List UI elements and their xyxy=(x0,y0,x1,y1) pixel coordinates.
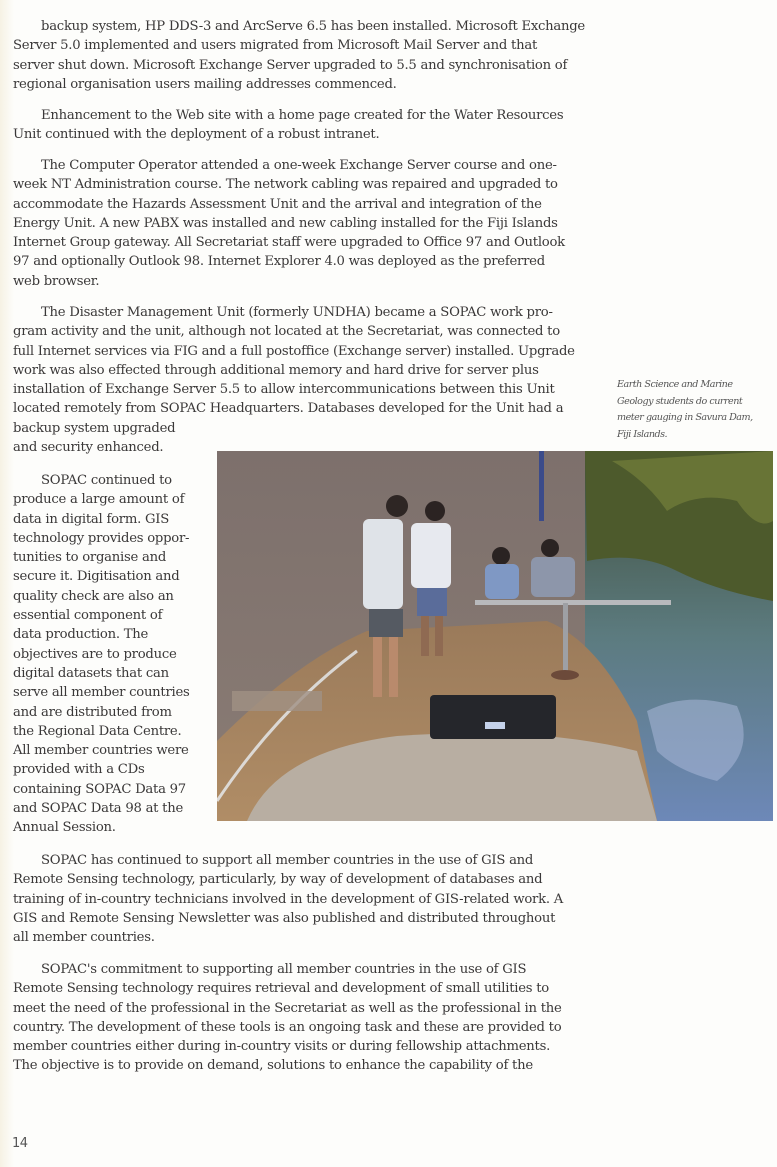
text-line: located remotely from SOPAC Headquarters. Databases developed for the Unit had a xyxy=(13,401,564,417)
text-line: and are distributed from xyxy=(13,704,172,720)
text-line: full Internet services via FIG and a full postoffice (Exchange server) installed. Upgrade xyxy=(13,343,575,359)
text-line: Remote Sensing technology requires retrieval and development of small utilities to xyxy=(13,981,549,997)
text-line: containing SOPAC Data 97 xyxy=(13,781,186,797)
paragraph-disaster-management xyxy=(13,303,575,457)
text-line: server shut down. Microsoft Exchange Server upgraded to 5.5 and synchronisation of xyxy=(13,57,568,73)
paragraph-computer-operator xyxy=(13,156,565,291)
caption-line: meter gauging in Savura Dam, xyxy=(617,412,753,424)
text-line: backup system, HP DDS-3 and ArcServe 6.5 has been installed. Microsoft Exchange xyxy=(41,19,585,34)
paragraph-sopac-commitment xyxy=(13,960,562,1076)
paragraph-backup-system xyxy=(13,17,585,94)
gauging-rod xyxy=(475,600,671,605)
text-line: Enhancement to the Web site with a home page created for the Water Resources xyxy=(41,108,564,123)
text-line: gram activity and the unit, although not located at the Secretariat, was connected to xyxy=(13,324,560,340)
text-line: and SOPAC Data 98 at the xyxy=(13,801,184,817)
text-line: work was also effected through additional memory and hard drive for server plus xyxy=(13,362,539,378)
page-edge-shadow xyxy=(0,0,14,1167)
text-line: country. The development of these tools is an ongoing task and these are provided to xyxy=(13,1019,562,1035)
text-line: installation of Exchange Server 5.5 to allow intercommunications between this Unit xyxy=(13,382,555,398)
text-line: The Disaster Management Unit (formerly UNDHA) became a SOPAC work pro- xyxy=(41,305,553,320)
text-line: objectives are to produce xyxy=(13,646,177,662)
instrument-case xyxy=(430,695,556,739)
photo-illustration xyxy=(217,451,773,821)
text-line: backup system upgraded xyxy=(13,420,176,436)
text-line: data production. The xyxy=(13,627,149,643)
text-line: meet the need of the professional in the Secretariat as well as the professional in the xyxy=(13,1000,562,1016)
text-line: all member countries. xyxy=(13,930,155,946)
photo-caption xyxy=(617,377,753,443)
text-line: week NT Administration course. The network cabling was repaired and upgraded to xyxy=(13,177,558,193)
text-line: serve all member countries xyxy=(13,685,190,701)
text-line: Annual Session. xyxy=(13,820,116,836)
caption-line: Geology students do current xyxy=(617,395,743,407)
text-line: GIS and Remote Sensing Newsletter was also published and distributed throughout xyxy=(13,910,556,926)
text-line: 97 and optionally Outlook 98. Internet Explorer 4.0 was deployed as the preferred xyxy=(13,254,545,270)
text-line: tunities to organise and xyxy=(13,550,167,566)
text-line: Remote Sensing technology, particularly, by way of development of databases and xyxy=(13,872,543,888)
text-line: regional organisation users mailing addresses commenced. xyxy=(13,76,397,92)
text-line: Energy Unit. A new PABX was installed and new cabling installed for the Fiji Islands xyxy=(13,215,558,231)
page-number: 14 xyxy=(12,1136,28,1151)
text-line: SOPAC's commitment to supporting all member countries in the use of GIS xyxy=(41,962,527,977)
text-line: training of in-country technicians involved in the development of GIS-related work. A xyxy=(13,891,563,907)
text-line: the Regional Data Centre. xyxy=(13,723,182,739)
text-line: provided with a CDs xyxy=(13,762,145,778)
dam-gauging-photo xyxy=(217,451,773,821)
text-line: secure it. Digitisation and xyxy=(13,569,180,585)
text-line: and security enhanced. xyxy=(13,440,164,456)
text-line: digital datasets that can xyxy=(13,665,169,681)
text-line: Internet Group gateway. All Secretariat staff were upgraded to Office 97 and Outlook xyxy=(13,235,565,251)
text-line: The Computer Operator attended a one-week Exchange Server course and one- xyxy=(41,158,557,173)
text-line: technology provides oppor- xyxy=(13,530,190,546)
text-line: Server 5.0 implemented and users migrated from Microsoft Mail Server and that xyxy=(13,38,538,54)
text-line: essential component of xyxy=(13,608,163,624)
text-line: web browser. xyxy=(13,273,100,289)
text-line: accommodate the Hazards Assessment Unit and the arrival and integration of the xyxy=(13,196,542,212)
caption-line: Earth Science and Marine xyxy=(617,379,733,390)
text-line: member countries either during in-country visits or during fellowship attachments. xyxy=(13,1039,551,1055)
text-line: SOPAC continued to xyxy=(41,473,172,488)
paragraph-gis-data xyxy=(13,471,190,838)
text-line: SOPAC has continued to support all member countries in the use of GIS and xyxy=(41,853,534,868)
text-line: Unit continued with the deployment of a robust intranet. xyxy=(13,127,380,143)
paragraph-web-site xyxy=(13,106,563,145)
text-line: produce a large amount of xyxy=(13,492,185,508)
text-line: The objective is to provide on demand, solutions to enhance the capability of the xyxy=(13,1058,533,1074)
text-line: All member countries were xyxy=(13,743,189,759)
text-line: data in digital form. GIS xyxy=(13,511,169,527)
paragraph-gis-support xyxy=(13,851,563,947)
caption-line: Fiji Islands. xyxy=(617,428,668,440)
text-line: quality check are also an xyxy=(13,588,174,604)
